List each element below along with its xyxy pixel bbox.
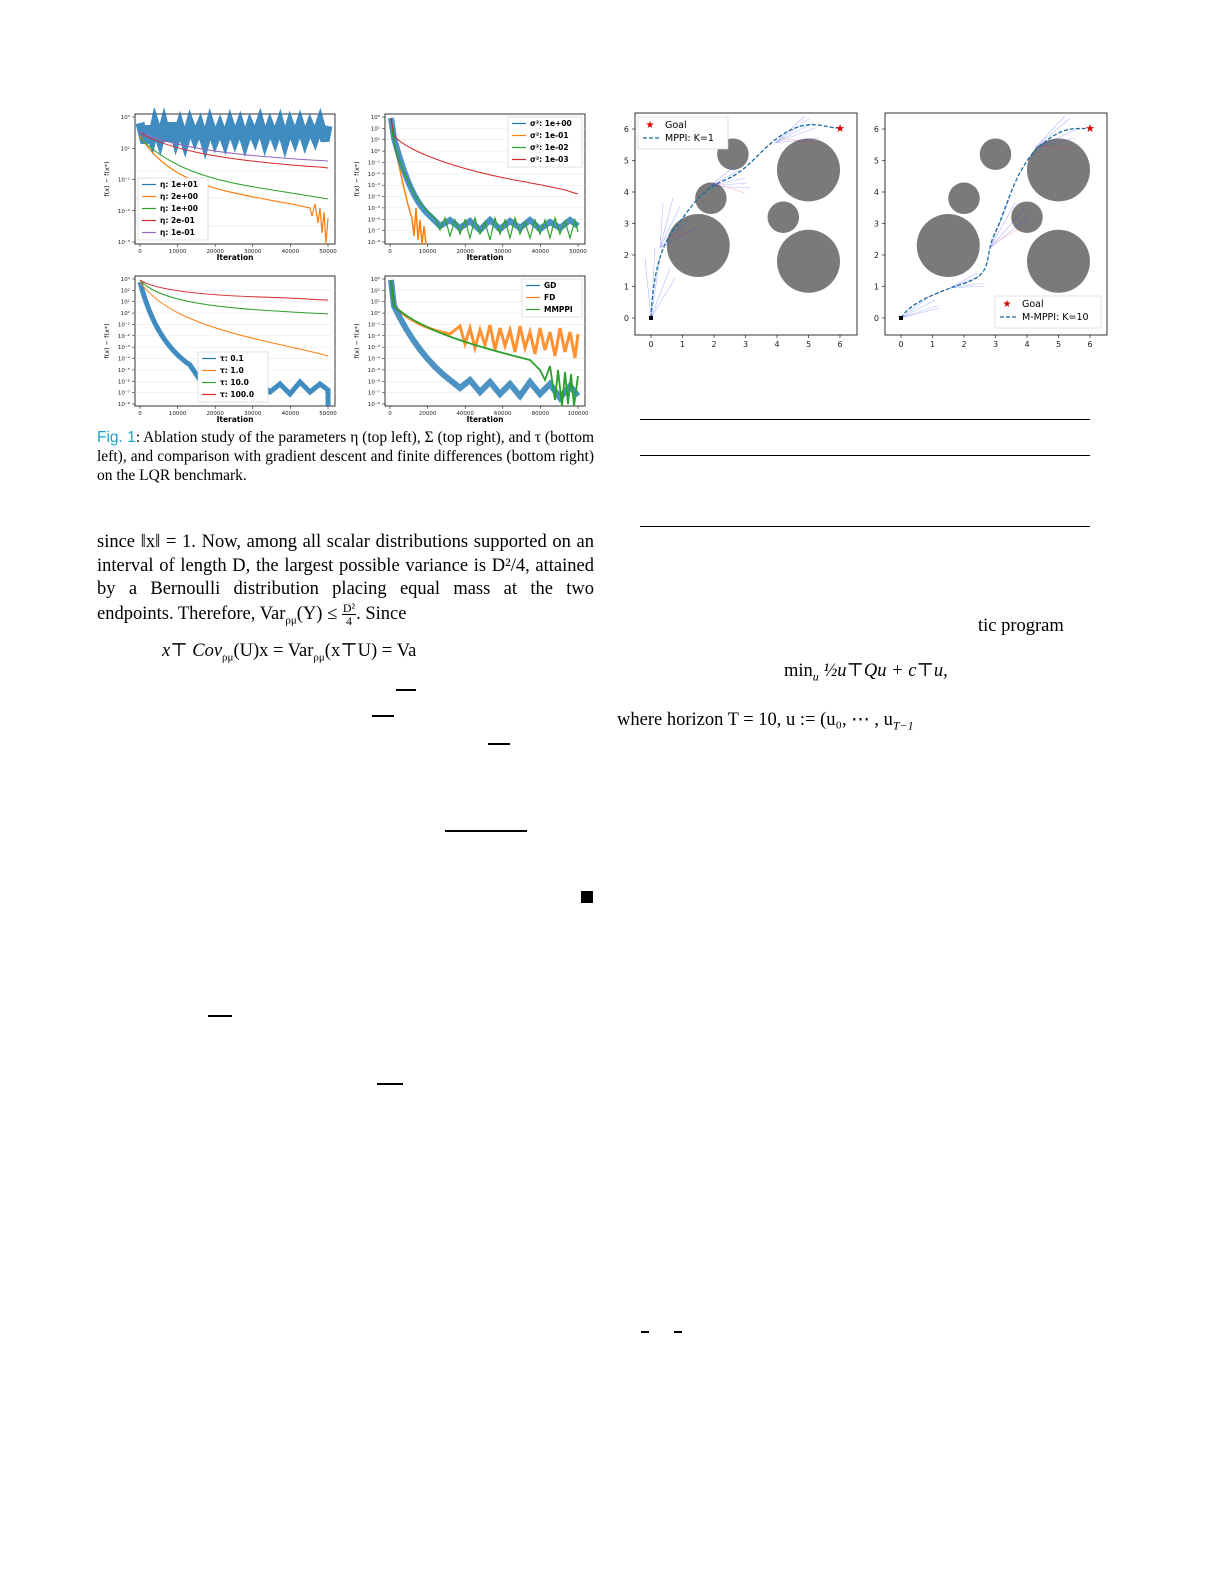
x-tick-label: 30000 (494, 249, 512, 255)
y-tick-label: 10² (370, 126, 380, 133)
minus-glyph (674, 1331, 682, 1333)
eq1-sub-b: ρμ (313, 651, 325, 664)
legend-label: η: 1e+01 (160, 180, 198, 189)
x-tick-label: 0 (388, 249, 392, 255)
plot-compare-ylabel: f(x) − f(x*) (353, 323, 361, 359)
legend-label: σ²: 1e-02 (530, 143, 569, 152)
legend-label: σ²: 1e-03 (530, 155, 569, 164)
obstacle (768, 201, 800, 233)
fraction-bar (208, 1015, 232, 1017)
y-tick-label: 5 (623, 156, 629, 166)
nav-plot-left (615, 108, 865, 353)
body-text-sub: ρμ (285, 613, 297, 626)
y-tick-label: 10⁻⁸ (367, 402, 380, 408)
y-tick-label: 10² (370, 288, 380, 295)
body-text-2: (Y) ≤ (296, 603, 342, 624)
legend-label: MMPPI (544, 305, 573, 314)
x-tick-label: 50000 (319, 411, 337, 417)
x-tick-label: 0 (388, 411, 392, 417)
x-tick-label: 5 (805, 340, 812, 349)
y-tick-label: 10³ (370, 115, 380, 121)
obstacle (1011, 201, 1043, 233)
plot-tau-xlabel: Iteration (216, 415, 254, 424)
legend-label: Goal (1022, 299, 1044, 310)
x-tick-label: 6 (1087, 340, 1093, 349)
y-tick-label: 10⁻⁵ (117, 240, 130, 246)
nav-right-goal-marker: ★ (1085, 122, 1095, 135)
y-tick-label: 10⁻⁷ (117, 390, 130, 397)
y-tick-label: 10⁻¹ (367, 160, 380, 167)
x-tick-label: 40000 (281, 249, 300, 255)
eq1-part-c: (x⊤U) = Va (324, 641, 417, 661)
y-tick-label: 10¹ (370, 299, 380, 306)
y-tick-label: 4 (623, 188, 629, 197)
qed-square (581, 891, 593, 903)
x-tick-label: 2 (961, 340, 967, 349)
x-tick-label: 10000 (168, 411, 187, 417)
y-tick-label: 10¹ (120, 299, 130, 306)
y-tick-label: 10⁻² (367, 333, 380, 340)
plot-eta-ylabel: f(x) − f(x*) (103, 161, 111, 197)
y-tick-label: 2 (623, 251, 629, 260)
y-tick-label: 2 (873, 251, 879, 260)
plot-compare-xlabel: Iteration (466, 415, 504, 424)
y-tick-label: 10⁻⁶ (367, 217, 380, 224)
eq2-body: ½u⊤Qu + c⊤u, (818, 661, 948, 681)
right-text-fragment: tic program (978, 616, 1064, 636)
y-tick-label: 10¹ (370, 137, 380, 144)
x-tick-label: 5 (1055, 340, 1062, 349)
obstacle (1027, 230, 1090, 293)
y-tick-label: 10¹ (120, 146, 130, 153)
obstacle (777, 138, 840, 201)
equation-qp (784, 660, 948, 685)
x-tick-label: 4 (774, 340, 780, 349)
legend-label: FD (544, 293, 556, 302)
y-tick-label: 10⁻⁴ (367, 356, 380, 363)
y-tick-label: 10⁻³ (117, 208, 130, 215)
legend-label: τ: 10.0 (220, 378, 249, 387)
x-tick-label: 80000 (531, 411, 550, 417)
obstacle (948, 183, 980, 215)
x-tick-label: 20000 (206, 249, 224, 255)
y-tick-label: 0 (873, 314, 879, 323)
eq2-min: min (784, 661, 813, 681)
fraction (342, 602, 356, 627)
horizon-text: where horizon T = 10, u := (u₀, ⋯ , u (617, 710, 893, 730)
y-tick-label: 10⁻⁵ (367, 367, 380, 374)
y-tick-label: 10⁻⁶ (117, 379, 130, 386)
x-tick-label: 0 (898, 340, 904, 349)
body-paragraph (97, 531, 594, 632)
y-tick-label: 10² (120, 288, 130, 295)
y-tick-label: 10⁻⁴ (367, 194, 380, 201)
y-tick-label: 4 (873, 188, 879, 197)
figure-caption (97, 428, 594, 485)
fraction-numerator: D² (342, 600, 356, 615)
y-tick-label: 10⁰ (120, 311, 130, 318)
obstacle (695, 183, 727, 215)
x-tick-label: 20000 (206, 411, 224, 417)
goal-star-icon: ★ (645, 120, 655, 131)
y-tick-label: 10⁻² (367, 171, 380, 178)
eq2-sub: u (812, 669, 819, 684)
legend-label: M-MPPI: K=10 (1022, 312, 1089, 323)
y-tick-label: 10⁻⁷ (367, 228, 380, 235)
plot-sigma (350, 108, 595, 268)
x-tick-label: 60000 (494, 411, 512, 417)
legend-label: η: 1e-01 (160, 228, 195, 237)
y-tick-label: 1 (873, 282, 879, 292)
table-top-rule (640, 419, 1090, 420)
x-tick-label: 6 (837, 340, 843, 349)
y-tick-label: 10⁻³ (117, 345, 130, 352)
x-tick-label: 10000 (418, 249, 437, 255)
nav-left-start-marker (649, 316, 653, 320)
y-tick-label: 10⁻¹ (367, 322, 380, 329)
y-tick-label: 10⁻³ (367, 345, 380, 352)
legend-label: Goal (665, 120, 687, 131)
legend-label: τ: 0.1 (220, 354, 244, 363)
eq1-sub-a: ρμ (222, 651, 234, 664)
legend-label: τ: 100.0 (220, 390, 255, 399)
y-tick-label: 10⁻¹ (117, 177, 130, 184)
nav-plot-right (865, 108, 1115, 353)
y-tick-label: 10⁰ (370, 311, 380, 318)
x-tick-label: 50000 (569, 249, 587, 255)
x-tick-label: 40000 (281, 411, 300, 417)
x-tick-label: 40000 (456, 411, 474, 417)
x-tick-label: 50000 (319, 249, 337, 255)
x-tick-label: 4 (1024, 340, 1030, 349)
fraction-bar (396, 689, 416, 691)
obstacle (777, 230, 840, 293)
y-tick-label: 10⁻³ (367, 183, 380, 190)
figure-label[interactable]: Fig. 1 (97, 429, 136, 446)
x-tick-label: 30000 (244, 249, 262, 255)
eq1-part-b: (U)x = Var (233, 641, 314, 661)
nav-left-goal-marker: ★ (835, 122, 845, 135)
figure-caption-text: : Ablation study of the parameters η (top left), Σ (top right), and τ (bottom left), and comparison with gradient descent and finite differences (bottom right) on the LQR benchmark. (97, 429, 595, 484)
obstacle (980, 138, 1012, 170)
legend-label: η: 1e+00 (160, 204, 198, 213)
y-tick-label: 0 (623, 314, 629, 323)
x-tick-label: 0 (648, 340, 654, 349)
nav-right-start-marker (899, 316, 903, 320)
y-tick-label: 1 (623, 282, 629, 292)
plot-eta (100, 108, 345, 268)
x-tick-label: 30000 (244, 411, 262, 417)
x-tick-label: 0 (138, 249, 142, 255)
legend-label: GD (544, 281, 557, 290)
fraction-bar (372, 715, 394, 717)
legend-label: η: 2e-01 (160, 216, 195, 225)
x-tick-label: 3 (992, 340, 999, 349)
table-bottom-rule (640, 526, 1090, 527)
x-tick-label: 1 (679, 340, 686, 349)
x-tick-label: 2 (711, 340, 717, 349)
fraction-bar (445, 830, 527, 832)
eq1-part-a: x⊤ Cov (162, 641, 223, 661)
x-tick-label: 20000 (456, 249, 474, 255)
x-tick-label: 3 (742, 340, 749, 349)
obstacle (917, 214, 980, 277)
x-tick-label: 100000 (567, 411, 589, 417)
body-text-3: . Since (356, 603, 407, 624)
y-tick-label: 10⁻⁸ (117, 402, 130, 408)
y-tick-label: 3 (623, 219, 629, 229)
y-tick-label: 5 (873, 156, 879, 166)
x-tick-label: 10000 (168, 249, 187, 255)
fraction-bar (377, 1083, 403, 1085)
minus-glyph (641, 1331, 649, 1333)
y-tick-label: 10⁻⁵ (367, 205, 380, 212)
x-tick-label: 20000 (418, 411, 437, 417)
plot-sigma-ylabel: f(x) − f(x*) (353, 161, 361, 197)
fraction-denominator: 4 (345, 613, 352, 628)
y-tick-label: 3 (873, 219, 879, 229)
x-tick-label: 40000 (531, 249, 550, 255)
x-tick-label: 1 (929, 340, 936, 349)
y-tick-label: 10⁻¹ (117, 322, 130, 329)
y-tick-label: 10⁻⁵ (117, 367, 130, 374)
y-tick-label: 6 (623, 125, 629, 134)
y-tick-label: 10³ (370, 277, 380, 283)
y-tick-label: 10⁻⁴ (117, 356, 130, 363)
goal-star-icon: ★ (1002, 299, 1012, 310)
fraction-bar (488, 743, 510, 745)
y-tick-label: 6 (873, 125, 879, 134)
y-tick-label: 10⁰ (370, 149, 380, 156)
y-tick-label: 10⁻² (117, 333, 130, 340)
body-text-1: since ‖x‖ = 1. Now, among all scalar distributions supported on an interval of length D, the largest possible variance is D²/4, attained by a Bernoulli distribution placing equal mass at the two endpoints. Therefore, Var (97, 532, 594, 624)
table-mid-rule (640, 455, 1090, 456)
legend-label: η: 2e+00 (160, 192, 198, 201)
y-tick-label: 10⁻⁷ (367, 390, 380, 397)
y-tick-label: 10⁻⁸ (367, 240, 380, 246)
y-tick-label: 10³ (120, 277, 130, 283)
horizon-sub: T−1 (892, 718, 914, 733)
equation-covariance (162, 640, 416, 664)
plot-tau-ylabel: f(x) − f(x*) (103, 323, 111, 359)
legend-label: τ: 1.0 (220, 366, 244, 375)
right-text-horizon (617, 709, 914, 734)
plot-eta-xlabel: Iteration (216, 253, 254, 262)
x-tick-label: 0 (138, 411, 142, 417)
plot-tau (100, 270, 345, 430)
plot-sigma-xlabel: Iteration (466, 253, 504, 262)
legend-label: σ²: 1e+00 (530, 119, 572, 128)
y-tick-label: 10⁻⁶ (367, 379, 380, 386)
y-tick-label: 10³ (120, 115, 130, 121)
legend-label: MPPI: K=1 (665, 133, 714, 144)
plot-compare (350, 270, 595, 430)
obstacle (667, 214, 730, 277)
legend-label: σ²: 1e-01 (530, 131, 569, 140)
